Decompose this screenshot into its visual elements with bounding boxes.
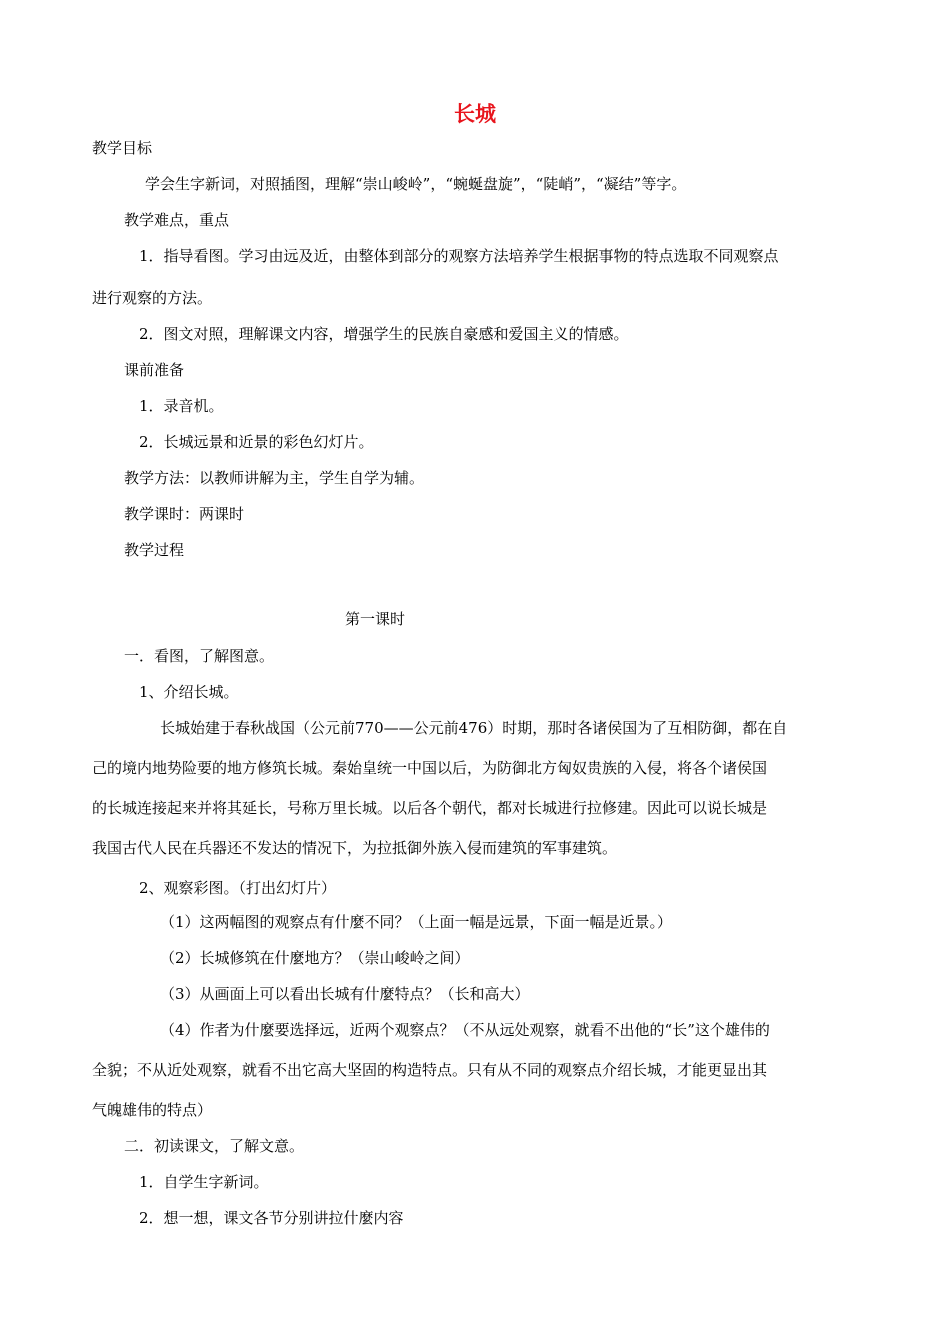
document-title: 长城 (454, 102, 496, 126)
list-item: 2．想一想，课文各节分别讲拉什麼内容 (139, 1209, 404, 1227)
question-item: （4）作者为什麼要选择远，近两个观察点？（不从远处观察，就看不出他的“长”这个雄伟的 (160, 1021, 770, 1039)
question-item: （2）长城修筑在什麼地方？（崇山峻岭之间） (160, 949, 470, 967)
question-item: （3）从画面上可以看出长城有什麼特点？（长和高大） (160, 985, 530, 1003)
paragraph: 2．图文对照，理解课文内容，增强学生的民族自豪感和爱国主义的情感。 (139, 325, 629, 343)
heading-preparation: 课前准备 (124, 361, 185, 379)
paragraph: 全貌；不从近处观察，就看不出它高大坚固的构造特点。只有从不同的观察点介绍长城，才能更显出其 (92, 1061, 768, 1079)
section-heading-first-lesson: 第一课时 (344, 610, 405, 628)
question-item: （1）这两幅图的观察点有什麼不同？（上面一幅是远景，下面一幅是近景。） (160, 913, 673, 931)
section-heading: 二．初读课文，了解文意。 (124, 1137, 305, 1155)
paragraph: 学会生字新词，对照插图，理解“崇山峻岭”，“蜿蜒盘旋”，“陡峭”，“凝结”等字。 (145, 175, 687, 193)
paragraph: 1．指导看图。学习由远及近，由整体到部分的观察方法培养学生根据事物的特点选取不同观察点 (139, 247, 779, 265)
list-item: 1．录音机。 (139, 397, 224, 415)
paragraph: 己的境内地势险要的地方修筑长城。秦始皇统一中国以后，为防御北方匈奴贵族的入侵，将各个诸侯国 (92, 759, 768, 777)
list-item: 2．长城远景和近景的彩色幻灯片。 (139, 433, 374, 451)
paragraph: 气魄雄伟的特点） (92, 1101, 213, 1119)
list-item: 1．自学生字新词。 (139, 1173, 269, 1191)
list-item: 1、介绍长城。 (139, 683, 239, 701)
heading-teaching-goals: 教学目标 (92, 139, 153, 157)
paragraph: 我国古代人民在兵器还不发达的情况下，为拉抵御外族入侵而建筑的军事建筑。 (92, 839, 618, 857)
section-heading: 一．看图，了解图意。 (124, 647, 275, 665)
paragraph: 教学课时：两课时 (124, 505, 245, 523)
paragraph: 教学方法：以教师讲解为主，学生自学为辅。 (124, 469, 425, 487)
heading-teaching-process: 教学过程 (124, 541, 185, 559)
list-item: 2、观察彩图。（打出幻灯片） (139, 879, 337, 897)
paragraph: 的长城连接起来并将其延长，号称万里长城。以后各个朝代，都对长城进行拉修建。因此可以说长城是 (92, 799, 768, 817)
paragraph: 长城始建于春秋战国（公元前770——公元前476）时期，那时各诸侯国为了互相防御，都在自 (160, 719, 788, 737)
paragraph: 进行观察的方法。 (92, 289, 213, 307)
heading-key-points: 教学难点，重点 (124, 211, 230, 229)
